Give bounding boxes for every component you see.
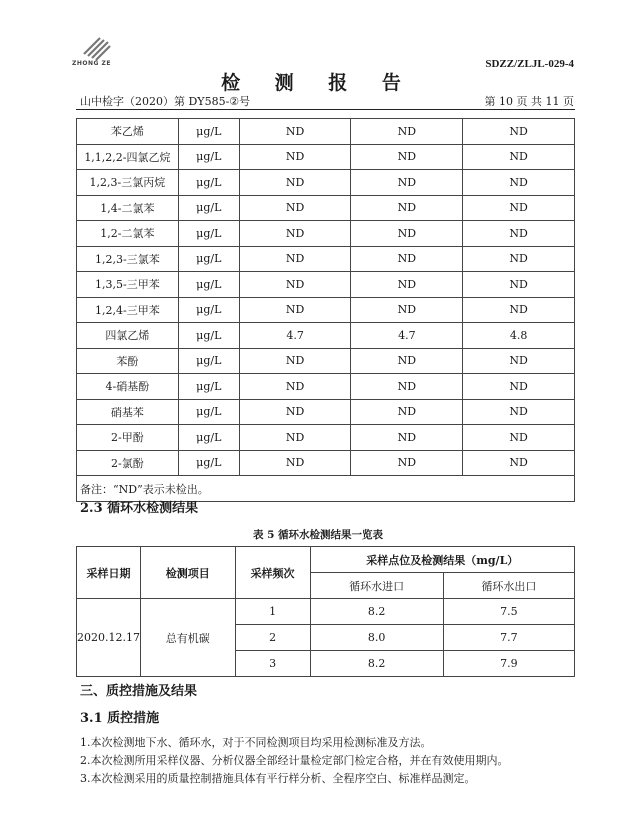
section-heading-3: 三、质控措施及结果: [80, 684, 198, 699]
result-3: ND: [463, 170, 575, 196]
unit: μg/L: [178, 170, 239, 196]
compound-name: 硝基苯: [77, 399, 179, 425]
result-3: ND: [463, 450, 575, 476]
result-3: ND: [463, 374, 575, 400]
unit: μg/L: [178, 119, 239, 145]
table-row: [77, 374, 575, 400]
unit: μg/L: [178, 374, 239, 400]
compound-name: 1,2,3-三氯苯: [77, 246, 179, 272]
result-1: ND: [239, 195, 351, 221]
result-1: ND: [239, 297, 351, 323]
result-1: ND: [239, 425, 351, 451]
table-row: [77, 272, 575, 298]
unit: μg/L: [178, 399, 239, 425]
header-date: 采样日期: [77, 547, 141, 599]
outlet-value: 7.9: [443, 651, 574, 677]
compound-name: 1,2-二氯苯: [77, 221, 179, 247]
compound-name: 1,2,3-三氯丙烷: [77, 170, 179, 196]
sampling-date: 2020.12.17: [77, 599, 141, 677]
compound-name: 苯酚: [77, 348, 179, 374]
frequency-cell: 3: [235, 651, 310, 677]
table-row: [77, 425, 575, 451]
result-2: ND: [351, 399, 463, 425]
table-row: [77, 323, 575, 349]
header-inlet: 循环水进口: [310, 573, 443, 599]
results-table-continued: [76, 118, 575, 502]
compound-name: 2-氯酚: [77, 450, 179, 476]
table-row: [77, 348, 575, 374]
inlet-value: 8.2: [310, 651, 443, 677]
logo-text: ZHONG ZE: [72, 60, 111, 67]
header-results-group: 采样点位及检测结果（mg/L）: [310, 547, 574, 573]
result-2: ND: [351, 425, 463, 451]
unit: μg/L: [178, 425, 239, 451]
result-2: ND: [351, 374, 463, 400]
section-heading-3-1: 3.1 质控措施: [80, 711, 160, 726]
header-item: 检测项目: [140, 547, 235, 599]
result-3: ND: [463, 272, 575, 298]
result-1: ND: [239, 170, 351, 196]
result-1: 4.7: [239, 323, 351, 349]
result-2: ND: [351, 348, 463, 374]
paragraph-1: 1.本次检测地下水、循环水，对于不同检测项目均采用检测标准及方法。: [80, 736, 432, 749]
result-1: ND: [239, 221, 351, 247]
compound-name: 苯乙烯: [77, 119, 179, 145]
result-3: ND: [463, 297, 575, 323]
table-row: [77, 195, 575, 221]
result-3: ND: [463, 425, 575, 451]
table-row: [77, 246, 575, 272]
result-2: ND: [351, 297, 463, 323]
table-row: [77, 450, 575, 476]
circulating-water-table: [76, 546, 575, 677]
table-row: [77, 399, 575, 425]
result-2: ND: [351, 195, 463, 221]
table-header-row: [77, 547, 575, 573]
unit: μg/L: [178, 323, 239, 349]
compound-name: 1,4-二氯苯: [77, 195, 179, 221]
result-3: ND: [463, 195, 575, 221]
result-3: ND: [463, 399, 575, 425]
paragraph-2: 2.本次检测所用采样仪器、分析仪器全部经计量检定部门检定合格，并在有效使用期内。: [80, 754, 509, 767]
result-1: ND: [239, 119, 351, 145]
result-3: ND: [463, 119, 575, 145]
table-row: [77, 119, 575, 145]
table-row: [77, 599, 575, 625]
header-outlet: 循环水出口: [443, 573, 574, 599]
outlet-value: 7.7: [443, 625, 574, 651]
report-number: 山中检字（2020）第 DY585-②号: [80, 95, 251, 108]
table-note: 备注：“ND”表示未检出。: [77, 476, 575, 502]
header-rule: [76, 109, 575, 110]
result-2: ND: [351, 119, 463, 145]
result-1: ND: [239, 348, 351, 374]
test-item: 总有机碳: [140, 599, 235, 677]
result-2: ND: [351, 272, 463, 298]
result-2: 4.7: [351, 323, 463, 349]
compound-name: 1,3,5-三甲苯: [77, 272, 179, 298]
result-2: ND: [351, 170, 463, 196]
header-frequency: 采样频次: [235, 547, 310, 599]
inlet-value: 8.2: [310, 599, 443, 625]
unit: μg/L: [178, 246, 239, 272]
frequency-cell: 1: [235, 599, 310, 625]
result-2: ND: [351, 246, 463, 272]
page-info: 第 10 页 共 11 页: [484, 95, 574, 108]
result-1: ND: [239, 272, 351, 298]
result-1: ND: [239, 246, 351, 272]
result-1: ND: [239, 374, 351, 400]
unit: μg/L: [178, 221, 239, 247]
unit: μg/L: [178, 195, 239, 221]
unit: μg/L: [178, 450, 239, 476]
table-row: [77, 144, 575, 170]
table-row: [77, 170, 575, 196]
result-1: ND: [239, 450, 351, 476]
compound-name: 四氯乙烯: [77, 323, 179, 349]
result-3: ND: [463, 144, 575, 170]
frequency-cell: 2: [235, 625, 310, 651]
result-3: 4.8: [463, 323, 575, 349]
unit: μg/L: [178, 297, 239, 323]
document-code: SDZZ/ZLJL-029-4: [485, 58, 574, 70]
unit: μg/L: [178, 144, 239, 170]
paragraph-3: 3.本次检测采用的质量控制措施具体有平行样分析、全程序空白、标准样品测定。: [80, 772, 476, 785]
compound-name: 2-甲酚: [77, 425, 179, 451]
result-3: ND: [463, 246, 575, 272]
page-title: 检 测 报 告: [221, 72, 415, 94]
result-2: ND: [351, 144, 463, 170]
section-heading-2-3: 2.3 循环水检测结果: [80, 501, 199, 516]
table5-caption: 表 5 循环水检测结果一览表: [252, 529, 384, 541]
unit: μg/L: [178, 272, 239, 298]
result-1: ND: [239, 399, 351, 425]
unit: μg/L: [178, 348, 239, 374]
result-2: ND: [351, 450, 463, 476]
result-3: ND: [463, 221, 575, 247]
result-1: ND: [239, 144, 351, 170]
outlet-value: 7.5: [443, 599, 574, 625]
inlet-value: 8.0: [310, 625, 443, 651]
compound-name: 4-硝基酚: [77, 374, 179, 400]
result-3: ND: [463, 348, 575, 374]
table-row: [77, 297, 575, 323]
compound-name: 1,1,2,2-四氯乙烷: [77, 144, 179, 170]
table-row: [77, 221, 575, 247]
result-2: ND: [351, 221, 463, 247]
compound-name: 1,2,4-三甲苯: [77, 297, 179, 323]
